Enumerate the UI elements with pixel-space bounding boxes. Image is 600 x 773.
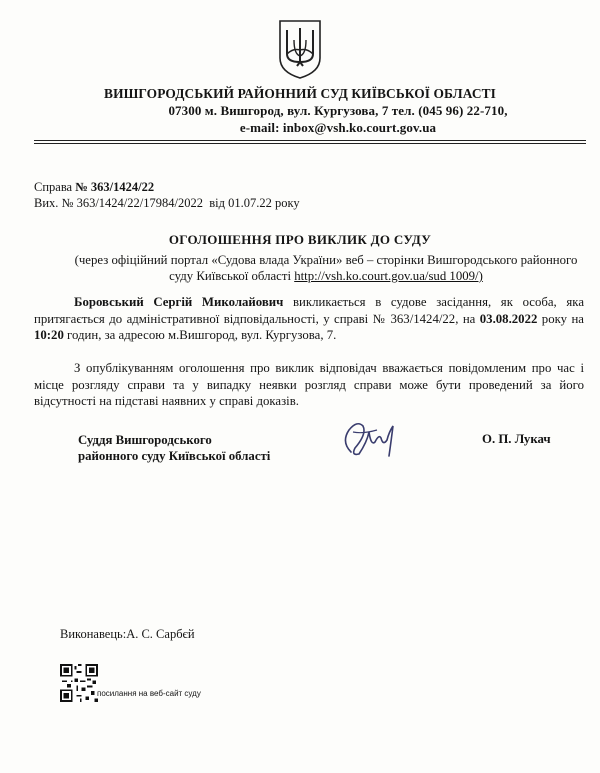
trident-coat-of-arms-icon [277, 18, 323, 80]
executor-line: Виконавець:А. С. Сарбєй [60, 627, 195, 641]
summons-text-c: годин, за адресою м.Вишгород, вул. Кургузова, 7. [63, 328, 337, 342]
announcement-subtitle [66, 252, 586, 284]
outgoing-number: Вих. № 363/1424/22/17984/2022 [34, 196, 203, 210]
notice-paragraph: З опублікуванням оголошення про виклик відповідач вважається повідомленим про час і місце розгляду справи та у випадку неявки розгляд справи може бути проведений за його відсутності на підставі наявних у справі доказів. [34, 361, 584, 408]
outgoing-line [34, 196, 300, 211]
qr-label: посилання на веб-сайт суду [97, 689, 201, 698]
court-address: 07300 м. Вишгород, вул. Кургузова, 7 тел. (045 96) 22-710, [168, 103, 508, 118]
summons-paragraph [34, 294, 584, 344]
court-email: e-mail: inbox@vsh.ko.court.gov.ua [239, 120, 437, 135]
hearing-time: 10:20 [34, 328, 64, 342]
summons-text-b: року на [537, 311, 584, 326]
judge-name: О. П. Лукач [482, 432, 551, 446]
case-number: № 363/1424/22 [75, 180, 155, 194]
judge-title-line1: Суддя Вишгородського [78, 433, 212, 447]
case-line [34, 180, 154, 195]
judge-title [78, 432, 270, 464]
court-name: ВИШГОРОДСЬКИЙ РАЙОННИЙ СУД КИЇВСЬКОЇ ОБЛАСТІ [104, 86, 496, 101]
handwritten-signature-icon [333, 412, 413, 467]
announcement-sub-text: (через офіційний портал «Судова влада України» веб – сторінки Вишгородського районного суду Київської області [74, 253, 578, 283]
case-label: Справа [34, 180, 73, 194]
header-divider [34, 140, 586, 141]
header-divider-bold [34, 143, 586, 144]
defendant-name: Боровський Сергій Миколайович [74, 295, 284, 309]
announcement-title: ОГОЛОШЕННЯ ПРО ВИКЛИК ДО СУДУ [168, 232, 432, 247]
hearing-date: 03.08.2022 [479, 311, 538, 326]
judge-title-line2: районного суду Київської області [78, 449, 271, 463]
summons-text-a: викликається в судове засідання, як особа, яка притягається до адміністративної відповідальності, у справі № 363/1424/22, на [34, 295, 584, 326]
outgoing-date: від 01.07.22 року [209, 196, 300, 210]
qr-code-icon[interactable] [60, 664, 98, 702]
court-website-link[interactable]: http://vsh.ko.court.gov.ua/sud 1009/) [294, 269, 483, 283]
